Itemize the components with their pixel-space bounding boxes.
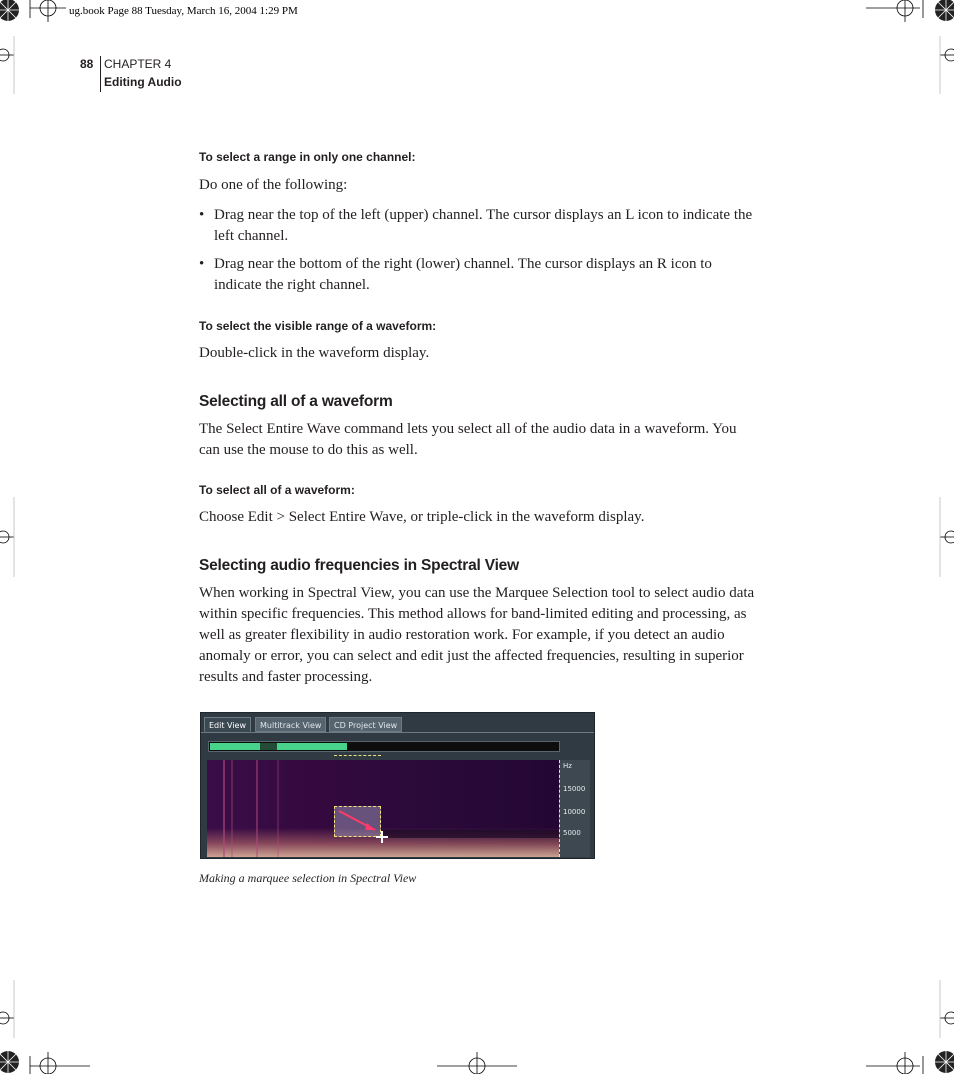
tab-cd-project-view: CD Project View — [329, 717, 402, 732]
list-item-text: Drag near the bottom of the right (lower) channel. The cursor displays an R icon to indicate the right channel. — [214, 256, 712, 293]
chapter-label: CHAPTER 4 — [104, 57, 172, 71]
frequency-axis — [559, 760, 590, 857]
page-number: 88 — [80, 57, 94, 71]
axis-tick: 10000 — [563, 808, 586, 816]
list-item-text: Drag near the top of the left (upper) channel. The cursor displays an L icon to indicate the left channel. — [214, 207, 753, 244]
spectral-view-screenshot — [200, 712, 595, 859]
print-slug: ug.book Page 88 Tuesday, March 16, 2004 1:29 PM — [69, 5, 298, 17]
tab-edit-view: Edit View — [204, 717, 251, 732]
body-text: Double-click in the waveform display. — [199, 345, 430, 361]
procedure-title: To select a range in only one channel: — [199, 150, 416, 164]
header-divider — [100, 56, 101, 92]
axis-tick: 15000 — [563, 785, 586, 793]
list-item — [199, 205, 759, 247]
axis-tick: 5000 — [563, 829, 581, 837]
body-text: When working in Spectral View, you can use the Marquee Selection tool to select audio data within specific frequencies. This method allows for band-limited editing and processing, as well as greater flexibility in audio restoration work. For example, if you detect an audio anomaly or error, you can select and edit just the affected frequencies, resulting in superior results and faster processing. — [199, 585, 755, 685]
arrow-cursor-icon — [331, 805, 391, 845]
section-heading: Selecting audio frequencies in Spectral View — [199, 557, 519, 574]
overview-bar — [208, 741, 560, 752]
procedure-title: To select the visible range of a waveform: — [199, 319, 437, 333]
list-item — [199, 254, 759, 296]
section-heading: Selecting all of a waveform — [199, 393, 393, 410]
body-text: Do one of the following: — [199, 177, 348, 193]
chapter-title: Editing Audio — [104, 75, 182, 89]
body-text: Choose Edit > Select Entire Wave, or triple-click in the waveform display. — [199, 509, 645, 525]
figure-caption: Making a marquee selection in Spectral View — [199, 871, 417, 885]
bullet-icon: • — [199, 207, 205, 223]
axis-unit: Hz — [563, 762, 572, 770]
procedure-title: To select all of a waveform: — [199, 483, 355, 497]
bullet-icon: • — [199, 256, 205, 272]
body-text: The Select Entire Wave command lets you select all of the audio data in a waveform. You can use the mouse to do this as well. — [199, 421, 737, 458]
tab-multitrack-view: Multitrack View — [255, 717, 326, 732]
